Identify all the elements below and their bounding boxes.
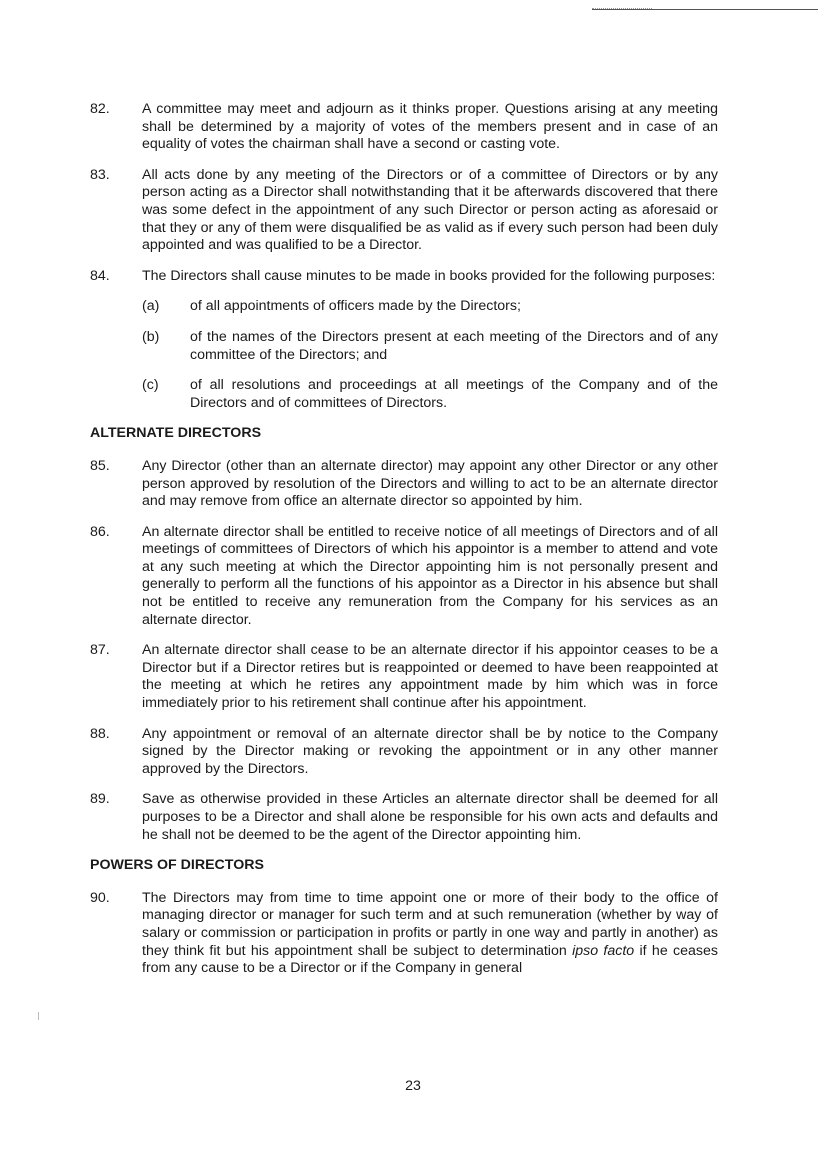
clause-text	[142, 890, 718, 978]
clause-text: Save as otherwise provided in these Articles an alternate director shall be deemed for all purposes to be a Director and shall alone be responsible for his own acts and defaults and he shall not be deemed to be the agent of the Director appointing him.	[142, 791, 718, 843]
clause-text: Any appointment or removal of an alternate director shall be by notice to the Company signed by the Director making or revoking the appointment or in any other manner approved by the Directors.	[142, 725, 718, 777]
clause-text: The Directors shall cause minutes to be made in books provided for the following purposes:	[142, 267, 716, 284]
clause-text: An alternate director shall cease to be an alternate director if his appointor ceases to be a Director but if a Director retires but is reappointed or deemed to have been reappointed at the meeting at which he retires any appointment made by him which was in force immediately prior to his retirement shall continue after his appointment.	[142, 642, 718, 712]
clause-88	[90, 726, 718, 779]
margin-mark	[38, 1012, 39, 1020]
clause-number: 87.	[90, 642, 110, 659]
clause-text-part: if he ceases from any cause to be a Director or if the Company in general	[142, 942, 718, 977]
clause-87	[90, 642, 718, 712]
sub-clause-c	[142, 377, 718, 412]
clause-text: An alternate director shall be entitled to receive notice of all meetings of Directors and of all meetings of committees of Directors of which his appointor is a member to attend and vote at any such meeting at which the Director appointing him is not personally present and generally to perform all the functions of his appointor as a Director in his absence but shall not be entitled to receive any remuneration from the Company for his services as an alternate director.	[142, 523, 718, 628]
sub-clause-text: of all appointments of officers made by the Directors;	[190, 298, 521, 315]
clause-text: All acts done by any meeting of the Directors or of a committee of Directors or by any person acting as a Director shall notwithstanding that it be afterwards discovered that there was some defect in the appointment of any such Director or person acting as aforesaid or that they or any of them were disqualified be as valid as if every such person had been duly appointed and was qualified to be a Director.	[142, 166, 718, 254]
section-heading-alternate-directors: ALTERNATE DIRECTORS	[90, 425, 262, 442]
sub-clause-a	[142, 298, 718, 316]
clause-number: 83.	[90, 166, 110, 183]
clause-84	[90, 268, 718, 413]
clause-number: 89.	[90, 791, 110, 808]
clause-90	[90, 890, 718, 978]
sub-clause-list	[142, 298, 718, 412]
document-body	[90, 101, 718, 991]
clause-text-italic: ipso facto	[572, 942, 635, 959]
clause-83	[90, 167, 718, 255]
clause-text: A committee may meet and adjourn as it thinks proper. Questions arising at any meeting shall be determined by a majority of votes of the members present and in case of an equality of votes the chairman shall have a second or casting vote.	[142, 101, 718, 153]
clause-89	[90, 791, 718, 844]
clause-number: 90.	[90, 889, 110, 906]
clause-number: 86.	[90, 523, 110, 540]
sub-clause-label: (a)	[142, 298, 160, 315]
header-rule	[592, 9, 818, 10]
clause-82	[90, 101, 718, 154]
clause-number: 84.	[90, 267, 110, 284]
page-number: 23	[405, 1078, 421, 1094]
clause-text: Any Director (other than an alternate director) may appoint any other Director or any other person approved by resolution of the Directors and willing to act to be an alternate director and may remove from office an alternate director so appointed by him.	[142, 457, 718, 510]
clause-number: 88.	[90, 725, 110, 742]
sub-clause-label: (b)	[142, 328, 160, 345]
sub-clause-b	[142, 329, 718, 364]
sub-clause-text: of all resolutions and proceedings at all meetings of the Company and of the Directors and of committees of Directors.	[190, 377, 718, 411]
clause-86	[90, 524, 718, 630]
clause-body	[142, 268, 718, 413]
clause-85	[90, 458, 718, 511]
header-rule-dots	[592, 8, 652, 9]
section-heading-powers-of-directors: POWERS OF DIRECTORS	[90, 857, 264, 874]
sub-clause-text: of the names of the Directors present at each meeting of the Directors and of any committee of the Directors; and	[190, 328, 718, 363]
clause-number: 85.	[90, 457, 110, 474]
sub-clause-label: (c)	[142, 377, 159, 394]
clause-number: 82.	[90, 101, 110, 117]
clause-text-part: The Directors may from time to time appoint one or more of their body to the office of managing director or manager for such term and at such remuneration (whether by way of salary or commission or participation in profits or partly in one way and partly in another) as they think fit but his appointment shall be subject to determination	[142, 889, 718, 959]
